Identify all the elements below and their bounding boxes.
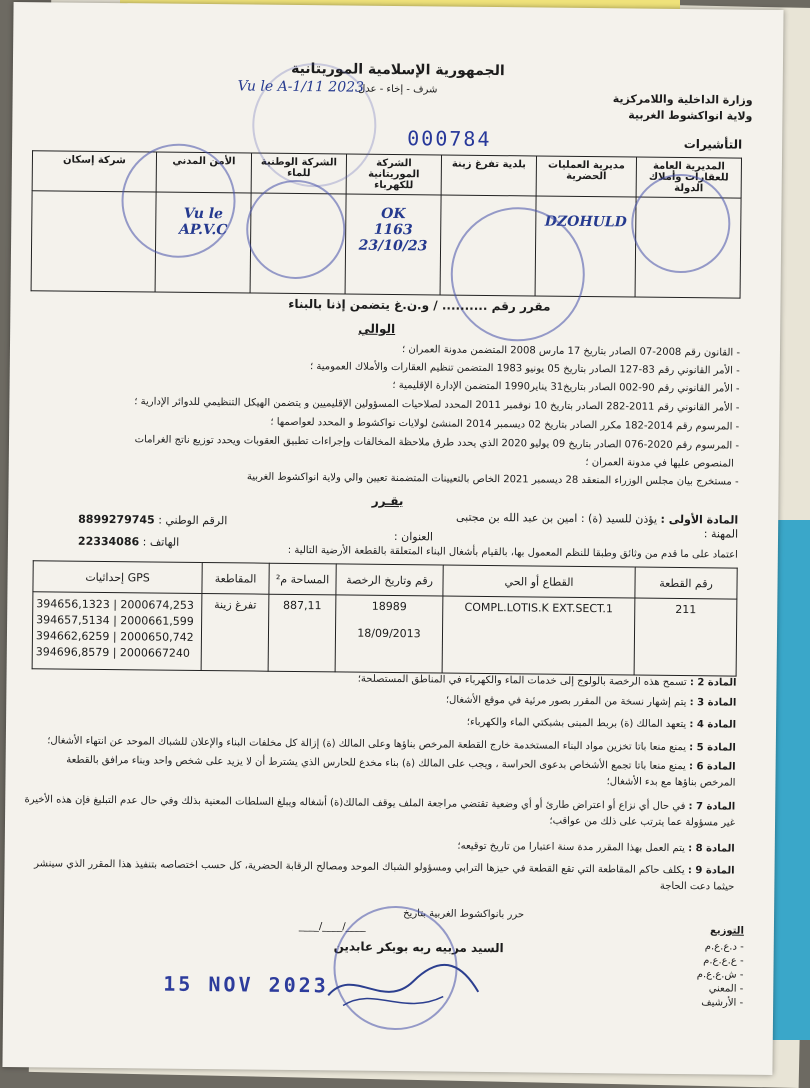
stamp-civil-protection xyxy=(121,143,236,258)
ministry-name: وزارة الداخلية واللامركزية xyxy=(612,92,753,107)
col-lot-number: رقم القطعة xyxy=(635,567,737,599)
permit-document xyxy=(2,2,783,1075)
col-permit: رقم وتاريخ الرخصة xyxy=(336,564,443,596)
stamp-top xyxy=(252,63,377,188)
stamp-water xyxy=(246,179,346,279)
stamp-commune xyxy=(450,207,585,342)
date-blank: ____/____/____ xyxy=(298,921,366,933)
visa-col-tevragh-zeina: بلدية تفرغ زينة xyxy=(441,155,536,196)
visa-note-civil: Vu le AP.V.C xyxy=(178,205,228,239)
article-7: المادة 7 : في حال أي نزاع أو اعتراض طارئ أو أي وضعية تقتضي مراجعة الملف يوقف المالك(ة) أشغاله ويبلغ السلطات المعنية بذلك وفي حال عدم التبليغ فإن هذه الأخيرة xyxy=(24,794,736,813)
article-9-cont: حيثما دعت الحاجة xyxy=(659,880,735,893)
list-item: - د.ع.ع.م xyxy=(704,941,744,953)
article-9: المادة 9 : يكلف حاكم المقاطعة التي تقع القطعة في حيزها الترابي ومسؤولو الشباك الموحد ومصالح الرقابة الحضرية، كل حسب اختصاصه بتنفيذ هذا المقرر الذي سينشر xyxy=(34,858,735,877)
permit-number: 18989 xyxy=(371,599,407,614)
phone-value: 22334086 xyxy=(77,534,140,549)
article-2: المادة 2 : تسمح هذه الرخصة بالولوج إلى خدمات الماء والكهرباء في المناطق المستصلحة؛ xyxy=(357,673,737,689)
address-label: العنوان : xyxy=(393,530,434,544)
republic-title: الجمهورية الإسلامية الموريتانية xyxy=(291,60,505,80)
visa-note-urban: DZOHULD xyxy=(544,213,627,231)
sector-name: COMPL.LOTIS.K EXT.SECT.1 xyxy=(442,596,635,675)
article-5: المادة 5 : يمنع منعا باتا تخزين مواد البناء المستخدمة خارج القطعة المرخص بناؤها وعلى المالك (ة) إزالة كل مخلفات البناء والإعلان للشباك الموحد عن انتهاء الأشغال؛ xyxy=(47,735,736,754)
article-1-basis: اعتماد على ما قدم من وثائق وطبقا للنظم المعمول بها، بالقيام بأشغال البناء المتعلقة بالقطعة الأرضية التالية : xyxy=(287,544,738,561)
signatory-name: السيد مربيه ربه بوبكر عابدين xyxy=(333,939,504,956)
article-6: المادة 6 : يمنع منعا باتا تجمع الأشخاص بدعوى الحراسة ، ويجب على المالك (ة) بناء مخدع للحارس الذي يشترط أن لا يزيد على شخص واحد وبناء مرافق بالقطعة xyxy=(66,754,736,773)
permit-date: 18/09/2013 xyxy=(357,626,421,641)
visas-title: التأشيرات xyxy=(683,137,743,152)
gps-coordinates: 394656,1323 | 2000674,253 394657,5134 | 2000661,599 394662,6259 | 2000650,742 394696,8579 | 2000667240 xyxy=(32,592,202,671)
nni-line: الرقم الوطني : 8899279745 xyxy=(78,512,228,528)
place-date: حرر بانواكشوط الغربية بتاريخ xyxy=(403,908,525,921)
col-gps: GPS إحداثيات xyxy=(33,561,202,594)
article-4: المادة 4 : يتعهد المالك (ة) بربط المبنى بشبكتي الماء والكهرباء؛ xyxy=(466,716,737,731)
list-item: - الأرشيف xyxy=(701,997,744,1009)
list-item: - ش.ع.ع.م xyxy=(696,969,744,981)
col-moughataa: المقاطعة xyxy=(202,563,269,595)
wilaya-name: ولاية انواكشوط الغربية xyxy=(628,108,753,123)
visa-col-water: الشركة الوطنية للماء xyxy=(251,153,346,194)
signature-scribble xyxy=(323,955,484,1017)
plot-moughataa: تفرغ زينة xyxy=(201,594,269,672)
permit-cell xyxy=(335,595,443,673)
visa-col-domains: المديرية العامة للعقارات وأملاك الدولة xyxy=(636,157,741,198)
wali-heading: الوالي xyxy=(358,321,396,337)
visa-note-electricity: OK 1163 23/10/23 xyxy=(358,205,428,255)
col-area: المساحة م² xyxy=(269,563,336,595)
plot-table xyxy=(32,560,738,676)
handwritten-reference: Vu le A-1/11 2023 xyxy=(237,78,365,96)
distribution-title: التوزيع xyxy=(709,925,744,937)
phone-line: الهاتف : 22334086 xyxy=(77,534,180,549)
nni-value: 8899279745 xyxy=(78,512,155,527)
list-item: - المعني xyxy=(708,983,744,995)
plot-area: 887,11 xyxy=(268,594,336,672)
motto: شرف - إخاء - عدل xyxy=(357,83,438,96)
list-item: - ع.ع.ع.م xyxy=(703,955,744,967)
job-label: المهنة : xyxy=(703,527,739,541)
table-row xyxy=(32,592,737,676)
visa-col-urban-ops: مديرية العمليات الحضرية xyxy=(536,156,636,197)
article-6-cont: المرخص بناؤها مع بدء الأشغال؛ xyxy=(606,776,736,789)
article-7-cont: غير مسؤولة عما يترتب على ذلك من عواقب؛ xyxy=(549,815,736,829)
legal-references: - القانون رقم 2008-07 الصادر بتاريخ 17 مارس 2008 المتضمن مدونة العمران ؛ - الأمر القانوني رقم 83-127 الصادر بتاريخ 05 يونيو 1983 المتضمن تنظيم العقارات والأملاك العمومية ؛ - الأمر القانوني رقم 90-002 الصادر بتاريخ31 يناير1990 المتضمن الإدارة الإقليمية ؛ - الأمر القانوني رقم 2011-282 الصادر بتاريخ 10 نوفمبر 2011 المحدد لصلاحيات المسؤولين الإقليميين و يتضمن الهيكل التنظيمي للدوائر الإدارية ؛ - المرسوم رقم 2014-182 مكرر الصادر بتاريخ 02 ديسمبر 2014 المنشئ لولايات نواكشوط و المحدد لعواصمها ؛ - المرسوم رقم 2020-076 الصادر بتاريخ 09 يوليو 2020 الذي يحدد طرق ملاحظة المخالفات وإجراءات تطبيق العقوبات ويحدد توزيع ناتج الغرامات المنصوص عليها في مدونة العمران ؛ - مستخرج بيان مجلس الوزراء المنعقد 28 ديسمبر 2021 الخاص بالتعيينات المتضمنة تعيين والي ولاية انواكشوط الغربية xyxy=(134,344,741,488)
article-8: المادة 8 : يتم العمل بهذا المقرر مدة سنة اعتبارا من تاريخ توقيعه؛ xyxy=(457,840,735,855)
article-1-line: المادة الأولى : يؤذن للسيد (ة) : امين بن عبد الله بن مجتبى xyxy=(455,510,739,527)
visa-col-iskan: شركة إسكان xyxy=(32,151,156,192)
document-page xyxy=(2,2,783,1075)
decision-title: مقرر رقم .......... / و.ن.غ يتضمن إذنا بالبناء xyxy=(288,296,551,314)
stamp-domains xyxy=(631,173,731,273)
decides-heading: يقـرر xyxy=(371,493,404,509)
visa-col-electricity: الشركة الموريتانية للكهرباء xyxy=(346,154,441,195)
lot-number: 211 xyxy=(634,598,737,676)
visa-col-civil-protection: الأمن المدني xyxy=(156,152,251,193)
serial-number: 000784 xyxy=(407,126,492,152)
date-stamp: 15 NOV 2023 xyxy=(163,971,329,998)
col-sector: القطاع أو الحي xyxy=(443,565,635,598)
article-3: المادة 3 : يتم إشهار نسخة من المقرر بصور مرئية في موقع الأشغال؛ xyxy=(445,694,737,709)
